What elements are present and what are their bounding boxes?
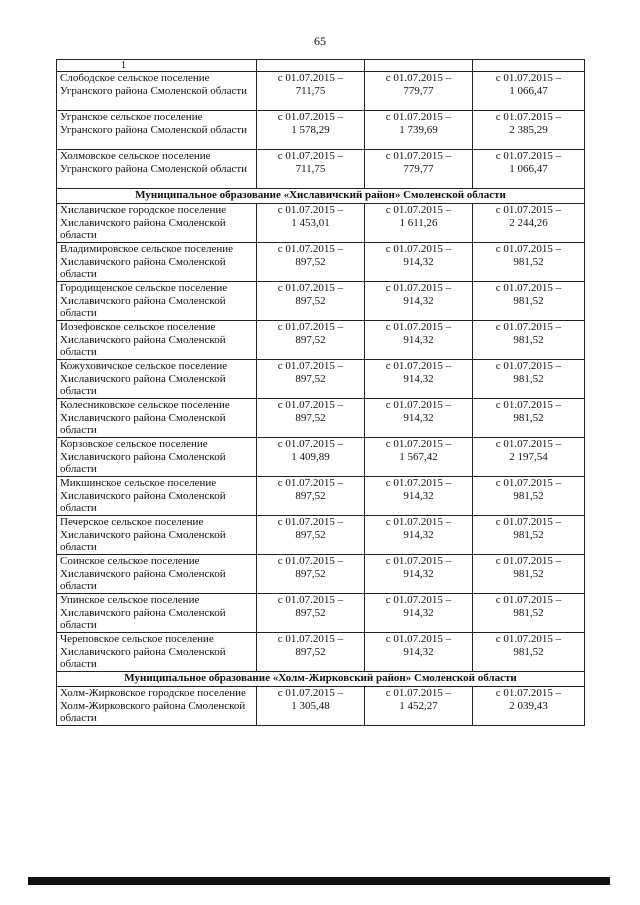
effective-date: с 01.07.2015 – — [385, 360, 452, 372]
tariff-value: 981,52 — [513, 411, 544, 424]
tariff-col-1 — [257, 633, 365, 672]
settlement-name: Печерское сельское поселение Хиславичского района Смоленской области — [57, 516, 257, 555]
table-row — [57, 438, 585, 477]
effective-date: с 01.07.2015 – — [495, 204, 562, 216]
effective-date: с 01.07.2015 – — [385, 399, 452, 411]
effective-date: с 01.07.2015 – — [277, 321, 344, 333]
table-row — [57, 282, 585, 321]
table-row — [57, 399, 585, 438]
effective-date: с 01.07.2015 – — [277, 633, 344, 645]
bottom-divider-bar — [28, 877, 610, 885]
settlement-name: Упинское сельское поселение Хиславичского района Смоленской области — [57, 594, 257, 633]
settlement-name: Хиславичское городское поселение Хиславичского района Смоленской области — [57, 204, 257, 243]
effective-date: с 01.07.2015 – — [277, 150, 344, 162]
section-header-row — [57, 672, 585, 687]
tariff-col-2 — [365, 72, 473, 111]
tariff-value: 2 197,54 — [509, 450, 548, 463]
tariff-value: 711,75 — [295, 84, 326, 97]
tariff-value: 1 305,48 — [291, 699, 330, 712]
table-row — [57, 111, 585, 150]
tariff-value: 779,77 — [403, 84, 434, 97]
table-row — [57, 243, 585, 282]
effective-date: с 01.07.2015 – — [385, 321, 452, 333]
effective-date: с 01.07.2015 – — [277, 438, 344, 450]
tariff-value: 897,52 — [295, 567, 326, 580]
effective-date: с 01.07.2015 – — [385, 111, 452, 123]
tariff-value: 2 244,26 — [509, 216, 548, 229]
tariff-value: 981,52 — [513, 372, 544, 385]
tariff-value: 914,32 — [403, 606, 434, 619]
tariff-value: 897,52 — [295, 372, 326, 385]
tariff-value: 1 066,47 — [509, 84, 548, 97]
effective-date: с 01.07.2015 – — [277, 516, 344, 528]
section-title: Муниципальное образование «Холм-Жирковский район» Смоленской области — [57, 672, 585, 687]
settlement-name: Холм-Жирковское городское поселение Холм-Жирковского района Смоленской области — [57, 687, 257, 726]
tariff-col-2 — [365, 687, 473, 726]
effective-date: с 01.07.2015 – — [385, 555, 452, 567]
table-row — [57, 150, 585, 189]
table-row — [57, 516, 585, 555]
tariff-col-1 — [257, 477, 365, 516]
tariff-table — [56, 59, 585, 726]
tariff-col-3 — [473, 438, 585, 477]
tariff-col-1 — [257, 687, 365, 726]
effective-date: с 01.07.2015 – — [495, 282, 562, 294]
tariff-col-1 — [257, 204, 365, 243]
tariff-col-3 — [473, 72, 585, 111]
tariff-value: 1 739,69 — [399, 123, 438, 136]
tariff-value: 914,32 — [403, 489, 434, 502]
tariff-value: 914,32 — [403, 411, 434, 424]
tariff-col-2 — [365, 594, 473, 633]
page-number: 65 — [314, 34, 326, 48]
tariff-col-2 — [365, 438, 473, 477]
effective-date: с 01.07.2015 – — [277, 360, 344, 372]
tariff-value: 981,52 — [513, 645, 544, 658]
settlement-name: Кожуховичское сельское поселение Хиславичского района Смоленской области — [57, 360, 257, 399]
header-cell-empty — [473, 60, 585, 72]
tariff-value: 1 578,29 — [291, 123, 330, 136]
tariff-value: 981,52 — [513, 255, 544, 268]
tariff-value: 914,32 — [403, 255, 434, 268]
tariff-col-3 — [473, 360, 585, 399]
tariff-value: 897,52 — [295, 489, 326, 502]
tariff-value: 914,32 — [403, 372, 434, 385]
tariff-col-1 — [257, 555, 365, 594]
tariff-col-2 — [365, 111, 473, 150]
effective-date: с 01.07.2015 – — [385, 633, 452, 645]
settlement-name: Угранское сельское поселение Угранского района Смоленской области — [57, 111, 257, 150]
effective-date: с 01.07.2015 – — [385, 477, 452, 489]
effective-date: с 01.07.2015 – — [385, 204, 452, 216]
effective-date: с 01.07.2015 – — [277, 555, 344, 567]
tariff-col-2 — [365, 555, 473, 594]
tariff-value: 897,52 — [295, 333, 326, 346]
tariff-value: 1 611,26 — [399, 216, 438, 229]
tariff-col-3 — [473, 633, 585, 672]
effective-date: с 01.07.2015 – — [277, 111, 344, 123]
effective-date: с 01.07.2015 – — [495, 72, 562, 84]
tariff-col-1 — [257, 360, 365, 399]
header-cell-empty — [365, 60, 473, 72]
tariff-value: 981,52 — [513, 528, 544, 541]
settlement-name: Иозефовское сельское поселение Хиславичского района Смоленской области — [57, 321, 257, 360]
effective-date: с 01.07.2015 – — [495, 594, 562, 606]
tariff-value: 981,52 — [513, 333, 544, 346]
tariff-col-3 — [473, 687, 585, 726]
effective-date: с 01.07.2015 – — [495, 687, 562, 699]
tariff-value: 981,52 — [513, 567, 544, 580]
effective-date: с 01.07.2015 – — [277, 477, 344, 489]
effective-date: с 01.07.2015 – — [495, 360, 562, 372]
effective-date: с 01.07.2015 – — [385, 72, 452, 84]
table-row — [57, 321, 585, 360]
effective-date: с 01.07.2015 – — [277, 204, 344, 216]
tariff-col-2 — [365, 516, 473, 555]
effective-date: с 01.07.2015 – — [495, 399, 562, 411]
settlement-name: Микшинское сельское поселение Хиславичского района Смоленской области — [57, 477, 257, 516]
effective-date: с 01.07.2015 – — [495, 555, 562, 567]
tariff-value: 2 039,43 — [509, 699, 548, 712]
tariff-value: 897,52 — [295, 255, 326, 268]
table-row — [57, 360, 585, 399]
tariff-col-2 — [365, 321, 473, 360]
table-row — [57, 72, 585, 111]
section-title: Муниципальное образование «Хиславичский район» Смоленской области — [57, 189, 585, 204]
tariff-col-3 — [473, 555, 585, 594]
effective-date: с 01.07.2015 – — [385, 282, 452, 294]
settlement-name: Владимировское сельское поселение Хиславичского района Смоленской области — [57, 243, 257, 282]
table-row — [57, 633, 585, 672]
effective-date: с 01.07.2015 – — [277, 72, 344, 84]
header-cell-empty — [257, 60, 365, 72]
tariff-value: 897,52 — [295, 606, 326, 619]
effective-date: с 01.07.2015 – — [277, 399, 344, 411]
tariff-col-1 — [257, 594, 365, 633]
table-row — [57, 687, 585, 726]
effective-date: с 01.07.2015 – — [385, 150, 452, 162]
header-cell: 1 — [57, 60, 257, 72]
effective-date: с 01.07.2015 – — [277, 594, 344, 606]
tariff-value: 981,52 — [513, 489, 544, 502]
tariff-value: 1 409,89 — [291, 450, 330, 463]
tariff-col-3 — [473, 321, 585, 360]
tariff-value: 914,32 — [403, 333, 434, 346]
tariff-col-1 — [257, 111, 365, 150]
tariff-value: 981,52 — [513, 294, 544, 307]
tariff-col-2 — [365, 633, 473, 672]
tariff-value: 914,32 — [403, 567, 434, 580]
tariff-col-2 — [365, 282, 473, 321]
tariff-value: 1 452,27 — [399, 699, 438, 712]
settlement-name: Череповское сельское поселение Хиславичского района Смоленской области — [57, 633, 257, 672]
tariff-col-3 — [473, 111, 585, 150]
table-row — [57, 594, 585, 633]
tariff-value: 981,52 — [513, 606, 544, 619]
tariff-col-1 — [257, 243, 365, 282]
tariff-value: 897,52 — [295, 411, 326, 424]
tariff-value: 914,32 — [403, 294, 434, 307]
effective-date: с 01.07.2015 – — [495, 243, 562, 255]
table-row — [57, 477, 585, 516]
tariff-col-2 — [365, 243, 473, 282]
tariff-value: 914,32 — [403, 645, 434, 658]
tariff-value: 1 453,01 — [291, 216, 330, 229]
effective-date: с 01.07.2015 – — [495, 633, 562, 645]
tariff-col-1 — [257, 150, 365, 189]
tariff-col-1 — [257, 438, 365, 477]
section-header-row — [57, 189, 585, 204]
effective-date: с 01.07.2015 – — [495, 477, 562, 489]
tariff-col-2 — [365, 399, 473, 438]
tariff-col-3 — [473, 399, 585, 438]
tariff-col-3 — [473, 477, 585, 516]
effective-date: с 01.07.2015 – — [495, 321, 562, 333]
tariff-col-3 — [473, 204, 585, 243]
effective-date: с 01.07.2015 – — [385, 687, 452, 699]
tariff-value: 1 066,47 — [509, 162, 548, 175]
effective-date: с 01.07.2015 – — [277, 687, 344, 699]
effective-date: с 01.07.2015 – — [495, 516, 562, 528]
tariff-col-2 — [365, 477, 473, 516]
tariff-value: 897,52 — [295, 528, 326, 541]
settlement-name: Холмовское сельское поселение Угранского района Смоленской области — [57, 150, 257, 189]
tariff-col-3 — [473, 282, 585, 321]
tariff-value: 1 567,42 — [399, 450, 438, 463]
settlement-name: Слободское сельское поселение Угранского района Смоленской области — [57, 72, 257, 111]
tariff-col-1 — [257, 516, 365, 555]
effective-date: с 01.07.2015 – — [385, 594, 452, 606]
tariff-col-1 — [257, 321, 365, 360]
effective-date: с 01.07.2015 – — [495, 111, 562, 123]
tariff-col-3 — [473, 243, 585, 282]
tariff-col-3 — [473, 594, 585, 633]
effective-date: с 01.07.2015 – — [277, 243, 344, 255]
effective-date: с 01.07.2015 – — [495, 150, 562, 162]
tariff-value: 914,32 — [403, 528, 434, 541]
settlement-name: Соинское сельское поселение Хиславичского района Смоленской области — [57, 555, 257, 594]
tariff-col-3 — [473, 516, 585, 555]
tariff-value: 711,75 — [295, 162, 326, 175]
tariff-value: 897,52 — [295, 294, 326, 307]
effective-date: с 01.07.2015 – — [385, 516, 452, 528]
effective-date: с 01.07.2015 – — [385, 438, 452, 450]
settlement-name: Городищенское сельское поселение Хиславичского района Смоленской области — [57, 282, 257, 321]
settlement-name: Колесниковское сельское поселение Хиславичского района Смоленской области — [57, 399, 257, 438]
tariff-col-3 — [473, 150, 585, 189]
settlement-name: Корзовское сельское поселение Хиславичского района Смоленской области — [57, 438, 257, 477]
tariff-value: 897,52 — [295, 645, 326, 658]
tariff-col-2 — [365, 150, 473, 189]
tariff-col-1 — [257, 399, 365, 438]
tariff-col-1 — [257, 72, 365, 111]
table-row — [57, 555, 585, 594]
tariff-col-2 — [365, 204, 473, 243]
table-header-row — [57, 60, 585, 72]
tariff-value: 779,77 — [403, 162, 434, 175]
tariff-col-2 — [365, 360, 473, 399]
table-row — [57, 204, 585, 243]
effective-date: с 01.07.2015 – — [277, 282, 344, 294]
tariff-col-1 — [257, 282, 365, 321]
effective-date: с 01.07.2015 – — [385, 243, 452, 255]
tariff-value: 2 385,29 — [509, 123, 548, 136]
effective-date: с 01.07.2015 – — [495, 438, 562, 450]
